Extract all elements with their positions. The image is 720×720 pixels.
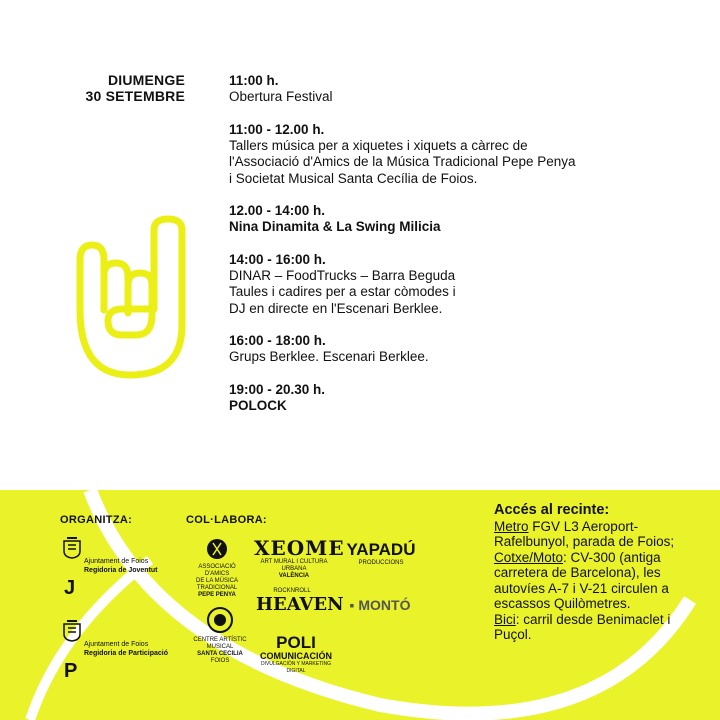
program-item bbox=[229, 381, 689, 415]
logo-text: PRODUCCIONS bbox=[358, 560, 404, 566]
program-description: POLOCK bbox=[229, 397, 287, 413]
event-date bbox=[86, 72, 185, 104]
logo-text: ▪ MONTÓ bbox=[349, 597, 411, 613]
logo-text: MONTÓ bbox=[358, 597, 411, 613]
logo-text: YAPADÚ bbox=[346, 540, 416, 559]
car-text: : CV-300 (antiga carretera de Barcelona), les autovíes A-7 i V-21 circulen a escassos Quilòmetres. bbox=[494, 549, 669, 611]
program-description: DINAR – FoodTrucks – Barra Beguda bbox=[229, 267, 456, 283]
date-month: 30 SETEMBRE bbox=[85, 88, 185, 104]
organizer-line: Ajuntament de Foios bbox=[84, 641, 149, 648]
metro-label: Metro bbox=[494, 518, 529, 534]
logo-santa-cecilia bbox=[188, 606, 252, 665]
program-time: 11:00 h. bbox=[229, 73, 279, 88]
program-description: DJ en directe en l'Escenari Berklee. bbox=[229, 300, 443, 316]
program-description: Grups Berklee. Escenari Berklee. bbox=[229, 349, 429, 364]
crest-icon bbox=[62, 620, 82, 642]
organizer-letter: J bbox=[64, 577, 76, 599]
program-time: 19:00 - 20.30 h. bbox=[229, 381, 326, 397]
access-car bbox=[494, 550, 704, 612]
program-item bbox=[229, 251, 689, 318]
logo-amics-pepe-penya bbox=[186, 537, 248, 599]
rock-hand-icon bbox=[70, 215, 200, 385]
program-list bbox=[229, 72, 689, 429]
logo-text: HEAVEN bbox=[256, 594, 344, 615]
access-bike bbox=[494, 612, 704, 643]
logo-monto bbox=[342, 597, 418, 613]
logo-text: FOIOS bbox=[210, 658, 230, 664]
program-description: Nina Dinamita & La Swing Milicia bbox=[229, 219, 441, 234]
cecilia-emblem-icon bbox=[207, 606, 233, 634]
organizer-sub: Regidoria de Participació bbox=[84, 650, 169, 657]
logo-text: PEPE PENYA bbox=[198, 592, 236, 598]
organizer-text bbox=[84, 640, 168, 658]
logo-text: ROCKNROLL bbox=[273, 588, 311, 594]
organizer-text bbox=[84, 557, 158, 575]
access-title: Accés al recinte: bbox=[494, 502, 610, 518]
program-item bbox=[229, 202, 689, 236]
program-description: Tallers música per a xiquetes i xiquets a càrrec de bbox=[229, 137, 528, 153]
logo-text: DIVULGACIÓN Y MARKETING DIGITAL bbox=[260, 661, 332, 674]
collabora-title: COL·LABORA: bbox=[186, 514, 267, 526]
program-time: 12.00 - 14:00 h. bbox=[229, 203, 326, 218]
logo-text: CENTRE ARTÍSTIC MUSICAL bbox=[193, 637, 247, 650]
metro-text: FGV L3 Aeroport-Rafelbunyol, parada de Foios; bbox=[494, 518, 675, 549]
logo-text: COMUNICACIÓN bbox=[260, 651, 332, 661]
bike-text: : carril desde Benimaclet i Puçol. bbox=[494, 611, 671, 642]
logo-heaven bbox=[256, 588, 344, 615]
program-item bbox=[229, 332, 689, 366]
organizer-sub: Regidoria de Joventut bbox=[84, 567, 158, 574]
program-description: l'Associació d'Amics de la Música Tradicional Pepe Penya bbox=[229, 154, 576, 169]
logo-yapadu bbox=[344, 540, 418, 567]
crest-icon bbox=[62, 537, 82, 559]
logo-text: VALÈNCIA bbox=[278, 573, 310, 579]
date-day: DIUMENGE bbox=[107, 72, 185, 88]
program-time: 14:00 - 16:00 h. bbox=[229, 251, 326, 267]
logo-xeome bbox=[254, 536, 345, 580]
organitza-title: ORGANITZA: bbox=[60, 514, 133, 526]
program-item bbox=[229, 121, 689, 188]
program-description: i Societat Musical Santa Cecília de Foios. bbox=[229, 170, 478, 186]
logo-text: SANTA CECILIA bbox=[197, 651, 243, 657]
access-metro bbox=[494, 519, 704, 550]
program-time: 11:00 - 12.00 h. bbox=[229, 121, 325, 137]
amics-emblem-icon bbox=[206, 537, 228, 561]
program-description: Obertura Festival bbox=[229, 89, 333, 104]
program-time: 16:00 - 18:00 h. bbox=[229, 333, 326, 348]
logo-text: DE LA MÚSICA TRADICIONAL bbox=[195, 578, 238, 591]
logo-text: XEOME bbox=[254, 536, 345, 560]
logo-text: ART MURAL I CULTURA URBANA bbox=[260, 559, 328, 572]
bike-label: Bici bbox=[494, 611, 516, 627]
logo-text: POLI bbox=[276, 633, 316, 652]
program-item bbox=[229, 72, 689, 106]
car-label: Cotxe/Moto bbox=[494, 549, 564, 565]
logo-poli-comunicacion bbox=[256, 634, 336, 675]
logo-text: ASSOCIACIÓ D'AMICS bbox=[198, 564, 236, 577]
organizer-line: Ajuntament de Foios bbox=[84, 558, 149, 565]
program-description: Taules i cadires per a estar còmodes i bbox=[229, 284, 456, 299]
access-info bbox=[494, 503, 704, 643]
organizer-letter: P bbox=[64, 660, 78, 682]
